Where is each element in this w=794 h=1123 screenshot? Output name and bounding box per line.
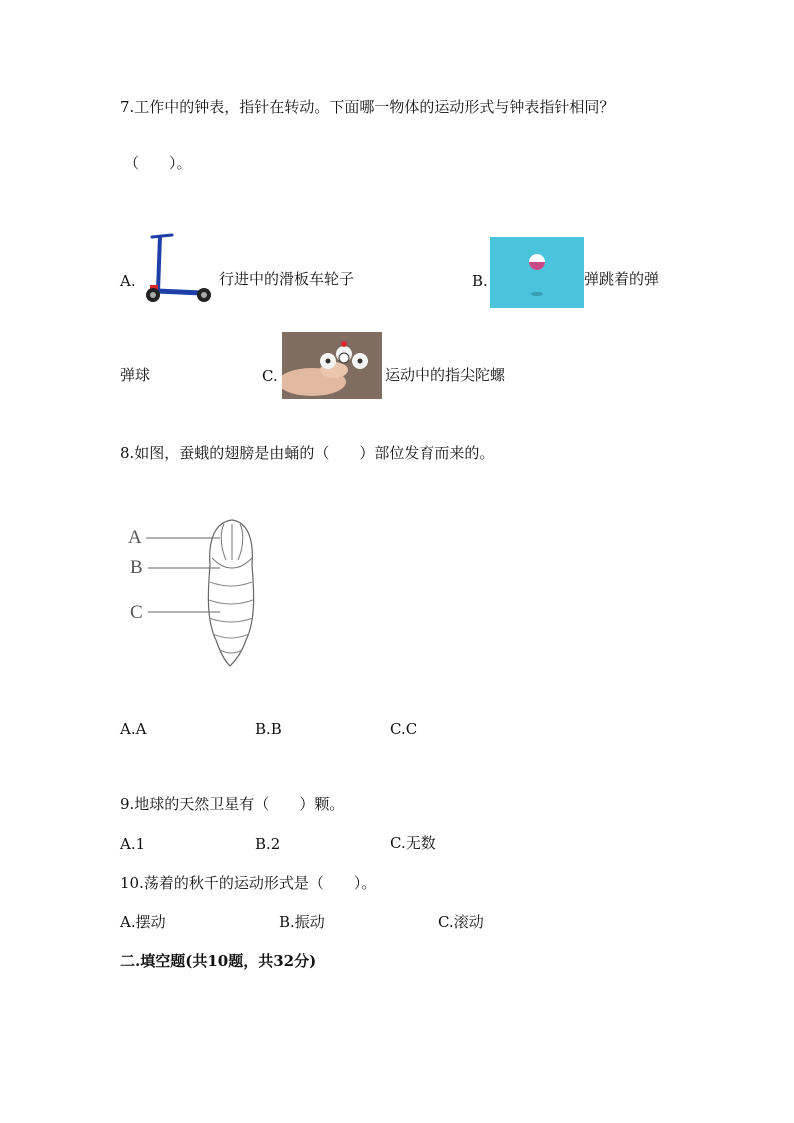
q8-stem: 8.如图，蚕蛾的翅膀是由蛹的（ ）部位发育而来的。 — [120, 444, 495, 462]
q10-option-a: A.摆动 — [120, 913, 166, 931]
section-2-heading: 二.填空题(共10题，共32分) — [120, 952, 317, 970]
q7-option-b-letter: B. — [472, 272, 488, 290]
q7-option-b-continued: 弹球 — [120, 366, 151, 384]
bouncing-ball-image — [490, 237, 584, 308]
q7-option-c-letter: C. — [262, 367, 278, 385]
q9-option-b: B.2 — [255, 835, 281, 853]
q8-option-c: C.C — [390, 720, 418, 738]
pupa-label-c: C — [130, 602, 143, 623]
q7-stem: 7.工作中的钟表，指针在转动。下面哪一物体的运动形式与钟表指针相同？ — [120, 98, 615, 116]
q7-blank: （ ）。 — [124, 154, 192, 172]
fidget-spinner-image — [282, 332, 382, 399]
pupa-label-a: A — [128, 527, 142, 548]
q9-option-c: C.无数 — [390, 834, 436, 852]
q8-option-a: A.A — [120, 720, 147, 738]
pupa-label-b: B — [130, 557, 143, 578]
q7-option-a-letter: A. — [120, 272, 136, 290]
q7-option-a-text: 行进中的滑板车轮子 — [219, 270, 355, 288]
q7-option-b-text: 弹跳着的弹 — [584, 270, 660, 288]
q10-option-b: B.振动 — [279, 913, 325, 931]
silkworm-pupa-diagram — [120, 510, 280, 680]
q9-option-a: A.1 — [120, 835, 146, 853]
q8-option-b: B.B — [255, 720, 282, 738]
scooter-image — [140, 231, 216, 305]
q9-stem: 9.地球的天然卫星有（ ）颗。 — [120, 795, 345, 813]
q10-option-c: C.滚动 — [438, 913, 484, 931]
q10-stem: 10.荡着的秋千的运动形式是（ ）。 — [120, 874, 377, 892]
q7-option-c-text: 运动中的指尖陀螺 — [385, 366, 506, 384]
